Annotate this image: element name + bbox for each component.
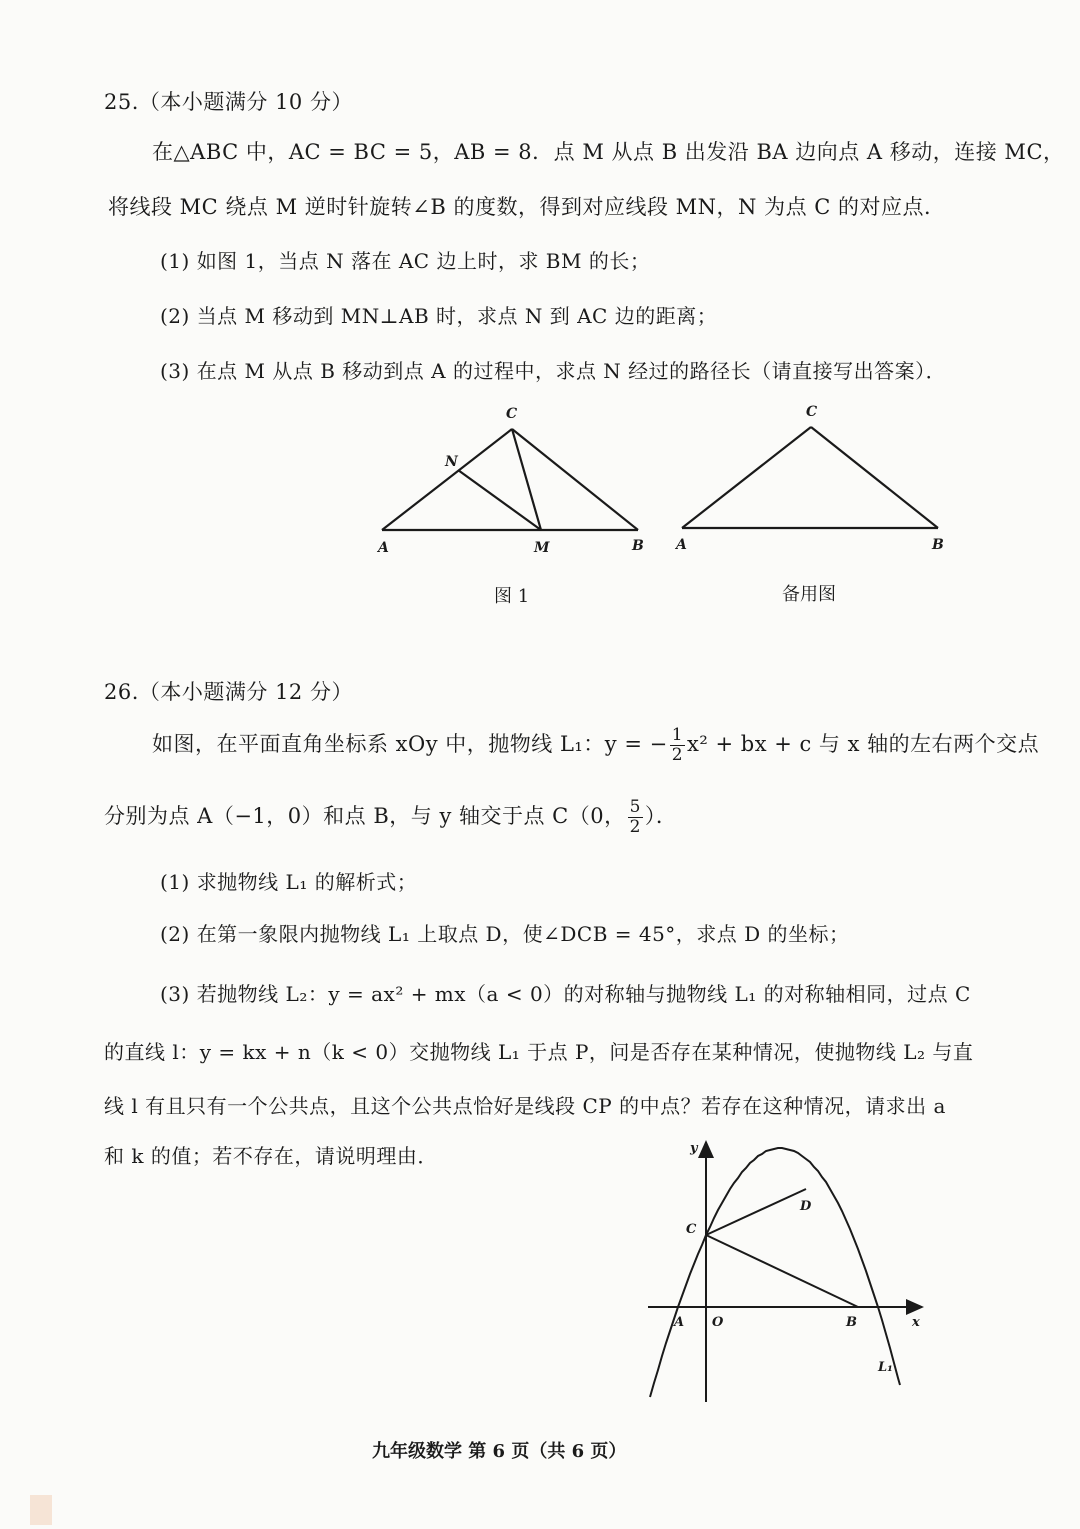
fraction-one-half xyxy=(670,726,685,765)
q25-part3: (3) 在点 M 从点 B 移动到点 A 的过程中，求点 N 经过的路径长（请直接写出答案）． xyxy=(160,359,947,383)
fig1-label-n: N xyxy=(445,454,458,470)
fig1-label-b: B xyxy=(632,538,644,554)
fraction-numerator: 1 xyxy=(671,725,684,745)
fig1-label-a: A xyxy=(378,540,389,556)
fraction-numerator: 5 xyxy=(629,797,641,817)
segment-cd xyxy=(706,1189,806,1235)
q26-part3-line2: 的直线 l：y = kx + n（k < 0）交抛物线 L₁ 于点 P，问是否存在某种情况，使抛物线 L₂ 与直 xyxy=(104,1040,974,1064)
q26-intro2-post: ）． xyxy=(644,804,678,828)
q26-intro2-pre: 分别为点 A（−1，0）和点 B，与 y 轴交于点 C（0， xyxy=(104,804,626,828)
fig1-side-ac xyxy=(382,429,512,530)
graph-label-l1: L₁ xyxy=(878,1360,893,1375)
q26-intro1-post: x² + bx + c 与 x 轴的左右两个交点 xyxy=(687,732,1040,756)
fig1-segment-mn xyxy=(458,470,541,530)
fig2-label-c: C xyxy=(806,404,818,420)
q26-intro1-pre: 如图，在平面直角坐标系 xOy 中，抛物线 L₁：y = − xyxy=(152,732,668,756)
q26-part3-line3: 线 l 有且只有一个公共点，且这个公共点恰好是线段 CP 的中点？若存在这种情况，请求出 a xyxy=(104,1094,946,1118)
q25-figure1 xyxy=(370,400,660,560)
q25-intro-line1: 在△ABC 中，AC = BC = 5，AB = 8．点 M 从点 B 出发沿 BA 边向点 A 移动，连接 MC， xyxy=(152,140,1065,164)
graph-label-c: C xyxy=(686,1222,697,1237)
q26-part2: (2) 在第一象限内抛物线 L₁ 上取点 D，使∠DCB = 45°，求点 D 的坐标； xyxy=(160,922,850,946)
q25-part2: (2) 当点 M 移动到 MN⊥AB 时，求点 N 到 AC 边的距离； xyxy=(160,304,718,328)
q26-part1: (1) 求抛物线 L₁ 的解析式； xyxy=(160,870,418,894)
q26-header: 26.（本小题满分 12 分） xyxy=(104,680,353,704)
graph-label-x: x xyxy=(912,1315,920,1330)
q25-header: 25.（本小题满分 10 分） xyxy=(104,90,353,114)
fig2-caption: 备用图 xyxy=(782,584,836,605)
fig2-label-b: B xyxy=(932,537,944,553)
fig1-label-m: M xyxy=(534,540,550,556)
q26-intro-line2 xyxy=(104,798,677,837)
graph-label-y: y xyxy=(690,1141,698,1156)
graph-label-d: D xyxy=(800,1199,812,1214)
segment-cb xyxy=(706,1235,858,1307)
fig1-segment-mc xyxy=(512,429,541,530)
graph-label-a: A xyxy=(674,1315,685,1330)
q25-intro-line2: 将线段 MC 绕点 M 逆时针旋转∠B 的度数，得到对应线段 MN，N 为点 C 的对应点． xyxy=(108,195,946,219)
graph-label-b: B xyxy=(846,1315,857,1330)
graph-label-o: O xyxy=(712,1315,724,1330)
fig2-side-ac xyxy=(682,427,811,528)
fraction-five-halves xyxy=(628,798,643,837)
fig2-side-bc xyxy=(811,427,938,528)
fig2-label-a: A xyxy=(676,537,687,553)
fig1-side-bc xyxy=(512,429,638,530)
parabola-l1-curve xyxy=(650,1148,900,1397)
fig1-label-c: C xyxy=(506,406,518,422)
fraction-denominator: 2 xyxy=(629,817,641,837)
q25-part1: (1) 如图 1，当点 N 落在 AC 边上时，求 BM 的长； xyxy=(160,249,651,273)
q26-parabola-graph xyxy=(640,1130,940,1410)
fig1-caption: 图 1 xyxy=(494,586,530,607)
fraction-denominator: 2 xyxy=(671,745,684,765)
q26-intro-line1 xyxy=(152,726,1039,765)
q25-backup-figure xyxy=(670,400,960,560)
q26-part3-line4: 和 k 的值；若不存在，请说明理由． xyxy=(104,1144,438,1168)
q26-part3-line1: (3) 若抛物线 L₂：y = ax² + mx（a < 0）的对称轴与抛物线 L₁ 的对称轴相同，过点 C xyxy=(160,982,971,1006)
corner-stain xyxy=(30,1495,52,1525)
page-footer: 九年级数学 第 6 页（共 6 页） xyxy=(372,1441,627,1462)
